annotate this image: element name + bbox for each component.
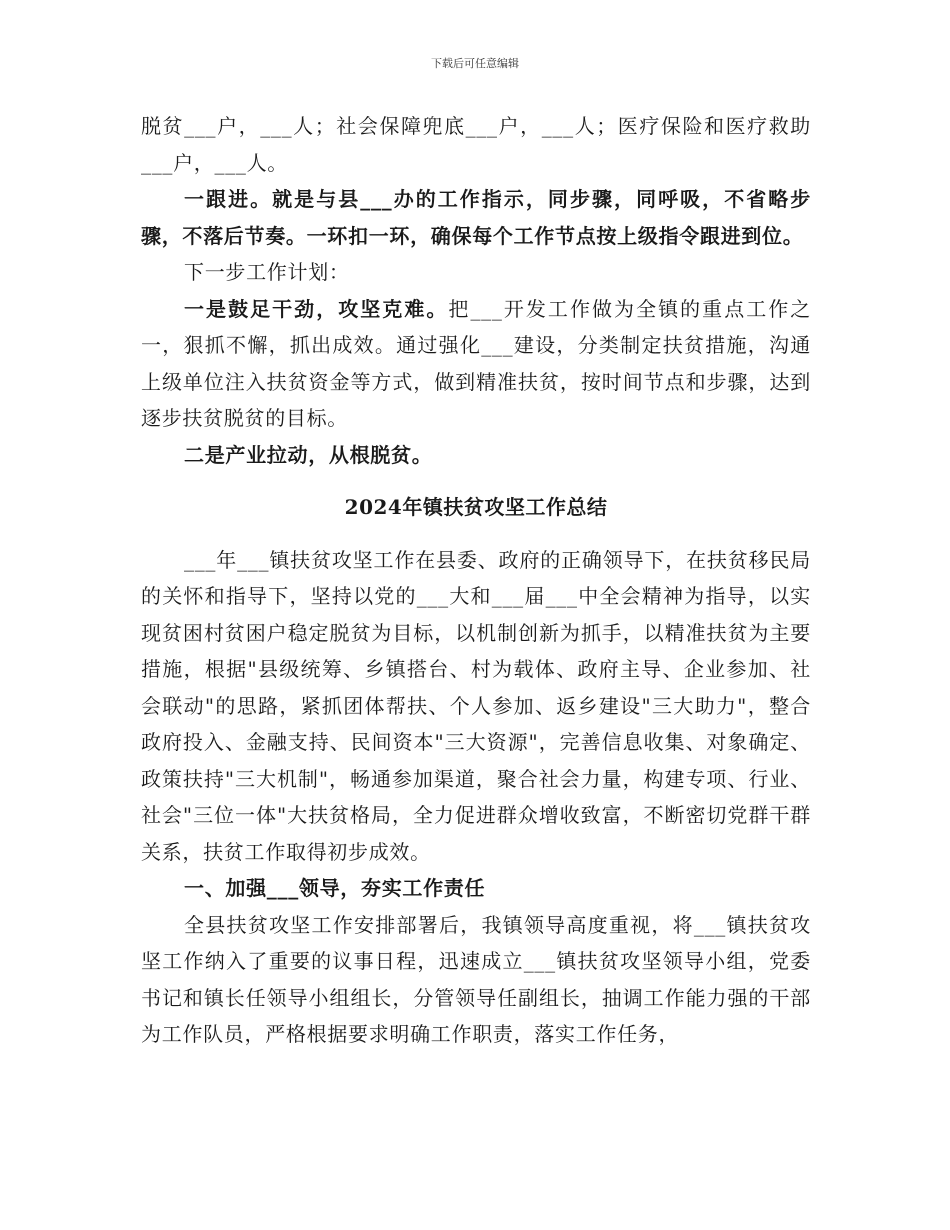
section-heading-1: 一、加强___领导，夯实工作责任 <box>184 876 486 900</box>
document-title: 2024年镇扶贫攻坚工作总结 <box>344 495 608 519</box>
follow-up-text: 就是与县___办的工作指示，同步骤，同呼吸，不省略步骤，不落后节奏。一环扣一环，确保每个工作节点按上级指令跟进到位。 <box>141 187 811 248</box>
follow-up-lead: 一跟进。 <box>184 187 273 211</box>
paragraph-summary-intro: ___年___镇扶贫攻坚工作在县委、政府的正确领导下，在扶贫移民局的关怀和指导下，坚持以党的___大和___届___中全会精神为指导，以实现贫困村贫困户稳定脱贫为目标，以机制创新为抓手，以精准扶贫为主要措施，根据"县级统筹、乡镇搭台、村为载体、政府主导、企业参加、社会联动"的思路，紧抓团体帮扶、个人参加、返乡建设"三大助力"，整合政府投入、金融支持、民间资本"三大资源"，完善信息收集、对象确定、政策扶持"三大机制"，畅通参加渠道，聚合社会力量，构建专项、行业、社会"三位一体"大扶贫格局，全力促进群众增收致富，不断密切党群干群关系，扶贫工作取得初步成效。 <box>141 547 811 864</box>
paragraph-poverty-counts: 脱贫___户，___人；社会保障兜底___户，___人；医疗保险和医疗救助___户，___人。 <box>141 114 811 175</box>
paragraph-plan-one <box>141 291 811 437</box>
plan-one-lead: 一是鼓足干劲，攻坚克难。 <box>184 296 449 321</box>
paragraph-next-plan: 下一步工作计划： <box>184 260 350 284</box>
paragraph-leadership: 全县扶贫攻坚工作安排部署后，我镇领导高度重视，将___镇扶贫攻坚工作纳入了重要的议事日程，迅速成立___镇扶贫攻坚领导小组，党委书记和镇长任领导小组组长，分管领导任副组长，抽调工作能力强的干部为工作队员，严格根据要求明确工作职责，落实工作任务， <box>141 912 811 1046</box>
paragraph-follow-up <box>141 181 811 254</box>
plan-one-text: 把___开发工作做为全镇的重点工作之一，狠抓不懈，抓出成效。通过强化___建设，分类制定扶贫措施，沟通上级单位注入扶贫资金等方式，做到精准扶贫，按时间节点和步骤，达到逐步扶贫脱贫的目标。 <box>141 296 811 430</box>
document-body <box>141 108 811 1053</box>
page-header: 下载后可任意编辑 <box>431 57 519 70</box>
paragraph-plan-two: 二是产业拉动，从根脱贫。 <box>184 442 433 467</box>
